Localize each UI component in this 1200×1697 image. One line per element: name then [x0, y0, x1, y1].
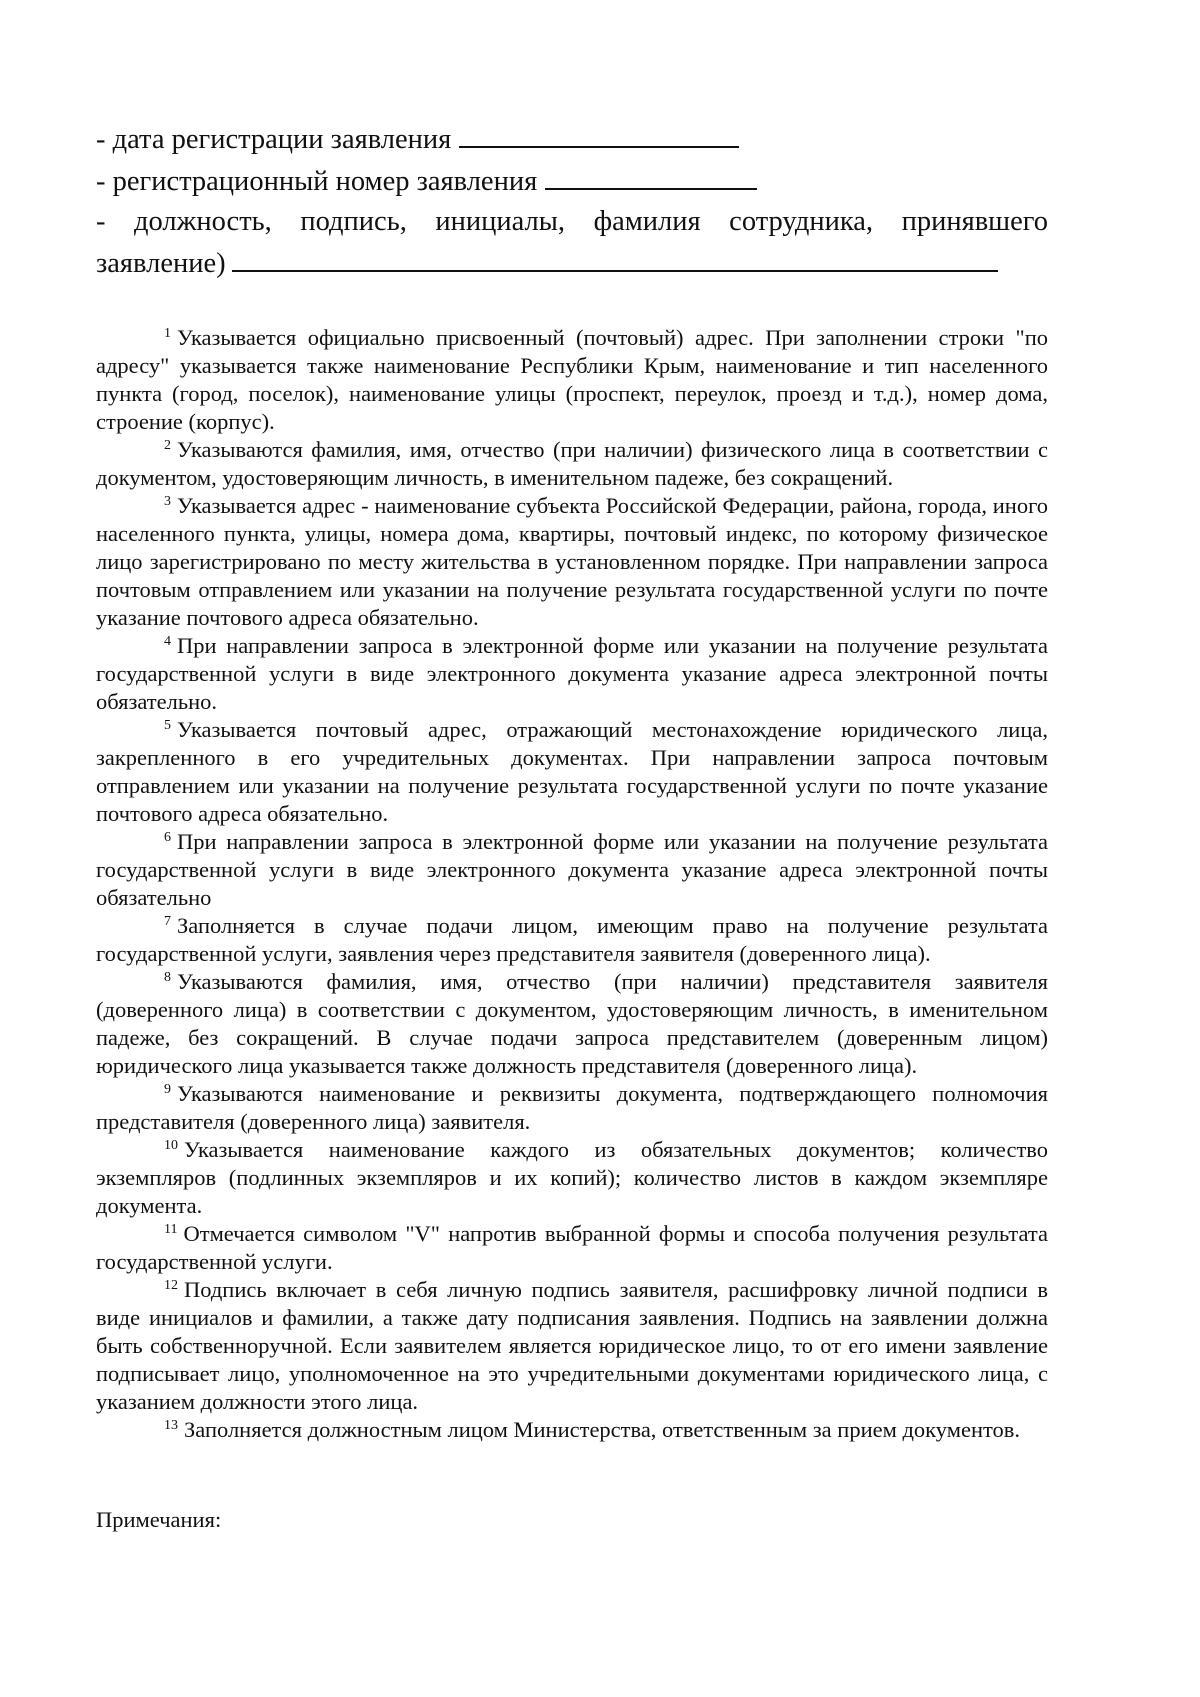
registration-date-blank[interactable]: [459, 118, 739, 148]
footnote-10: [96, 1136, 1048, 1220]
document-page: [96, 118, 1048, 1534]
official-field-blank[interactable]: [232, 242, 998, 272]
footnote-text: При направлении запроса в электронной форме или указании на получение результата государственной услуги в виде электронного документа указание адреса электронной почты обязательно.: [96, 633, 1048, 714]
footnote-text: Указываются фамилия, имя, отчество (при наличии) представителя заявителя (доверенного лица) в соответствии с документом, удостоверяющим личность, в именительном падеже, без сокращений. В случае подачи запроса представителем (доверенным лицом) юридического лица указывается также должность представителя (доверенного лица).: [96, 969, 1048, 1078]
footnote-text: Указываются фамилия, имя, отчество (при наличии) физического лица в соответствии с документом, удостоверяющим личность, в именительном падеже, без сокращений.: [96, 437, 1048, 490]
footnote-11: [96, 1220, 1048, 1276]
footnote-number: 6: [164, 830, 171, 845]
footnote-number: 3: [164, 494, 171, 509]
footnote-number: 5: [164, 718, 171, 733]
footnote-text: Указывается почтовый адрес, отражающий местонахождение юридического лица, закрепленного в его учредительных документах. При направлении запроса почтовым отправлением или указании на получение результата государственной услуги по почте указание почтового адреса обязательно.: [96, 717, 1048, 826]
footnote-number: 7: [164, 914, 171, 929]
footnote-1: [96, 324, 1048, 436]
footnote-number: 11: [164, 1222, 178, 1237]
footnote-text: Указывается официально присвоенный (почтовый) адрес. При заполнении строки "по адресу" указывается также наименование Республики Крым, наименование и тип населенного пункта (город, поселок), наименование улицы (проспект, переулок, проезд и т.д.), номер дома, строение (корпус).: [96, 325, 1048, 434]
footnote-text: Указывается наименование каждого из обязательных документов; количество экземпляров (подлинных экземпляров и их копий); количество листов в каждом экземпляре документа.: [96, 1137, 1048, 1218]
footnote-text: При направлении запроса в электронной форме или указании на получение результата государственной услуги в виде электронного документа указание адреса электронной почты обязательно: [96, 829, 1048, 910]
footnote-text: Подпись включает в себя личную подпись заявителя, расшифровку личной подписи в виде инициалов и фамилии, а также дату подписания заявления. Подпись на заявлении должна быть собственноручной. Если заявителем является юридическое лицо, то от его имени заявление подписывает лицо, уполномоченное на это учредительными документами юридического лица, с указанием должности этого лица.: [96, 1277, 1048, 1414]
footnote-text: Отмечается символом "V" напротив выбранной формы и способа получения результата государственной услуги.: [96, 1221, 1048, 1274]
footnotes-list: [96, 324, 1048, 1444]
footnote-text: Заполняется в случае подачи лицом, имеющим право на получение результата государственной услуги, заявления через представителя заявителя (доверенного лица).: [96, 913, 1048, 966]
footnote-number: 12: [164, 1278, 178, 1293]
footnote-number: 4: [164, 634, 171, 649]
registration-number-field: [96, 160, 1048, 202]
footnote-4: [96, 632, 1048, 716]
footnote-9: [96, 1080, 1048, 1136]
footnote-number: 9: [164, 1082, 171, 1097]
footnote-number: 13: [164, 1418, 178, 1433]
official-field-label-end: заявление): [96, 248, 226, 279]
registration-number-label: - регистрационный номер заявления: [96, 166, 538, 197]
footnote-number: 2: [164, 438, 171, 453]
footnote-5: [96, 716, 1048, 828]
registration-date-field: [96, 118, 1048, 160]
footnote-3: [96, 492, 1048, 632]
notes-heading: Примечания:: [96, 1507, 222, 1532]
footnote-8: [96, 968, 1048, 1080]
footnote-7: [96, 912, 1048, 968]
footnote-text: Указывается адрес - наименование субъекта Российской Федерации, района, города, иного населенного пункта, улицы, номера дома, квартиры, почтовый индекс, по которому физическое лицо зарегистрировано по месту жительства в установленном порядке. При направлении запроса почтовым отправлением или указании на получение результата государственной услуги по почте указание почтового адреса обязательно.: [96, 493, 1048, 630]
official-field-line2: [96, 242, 1048, 284]
footnote-number: 10: [164, 1138, 178, 1153]
footnote-text: Заполняется должностным лицом Министерства, ответственным за прием документов.: [184, 1417, 1021, 1442]
registration-date-label: - дата регистрации заявления: [96, 124, 452, 155]
registration-number-blank[interactable]: [545, 160, 757, 190]
footnote-text: Указываются наименование и реквизиты документа, подтверждающего полномочия представителя (доверенного лица) заявителя.: [96, 1081, 1048, 1134]
footnote-number: 8: [164, 970, 171, 985]
footnote-2: [96, 436, 1048, 492]
official-field-line1: - должность, подпись, инициалы, фамилия сотрудника, принявшего: [96, 206, 1048, 237]
footnote-13: [96, 1416, 1048, 1444]
footnote-number: 1: [164, 326, 171, 341]
footnote-12: [96, 1276, 1048, 1416]
footnote-6: [96, 828, 1048, 912]
